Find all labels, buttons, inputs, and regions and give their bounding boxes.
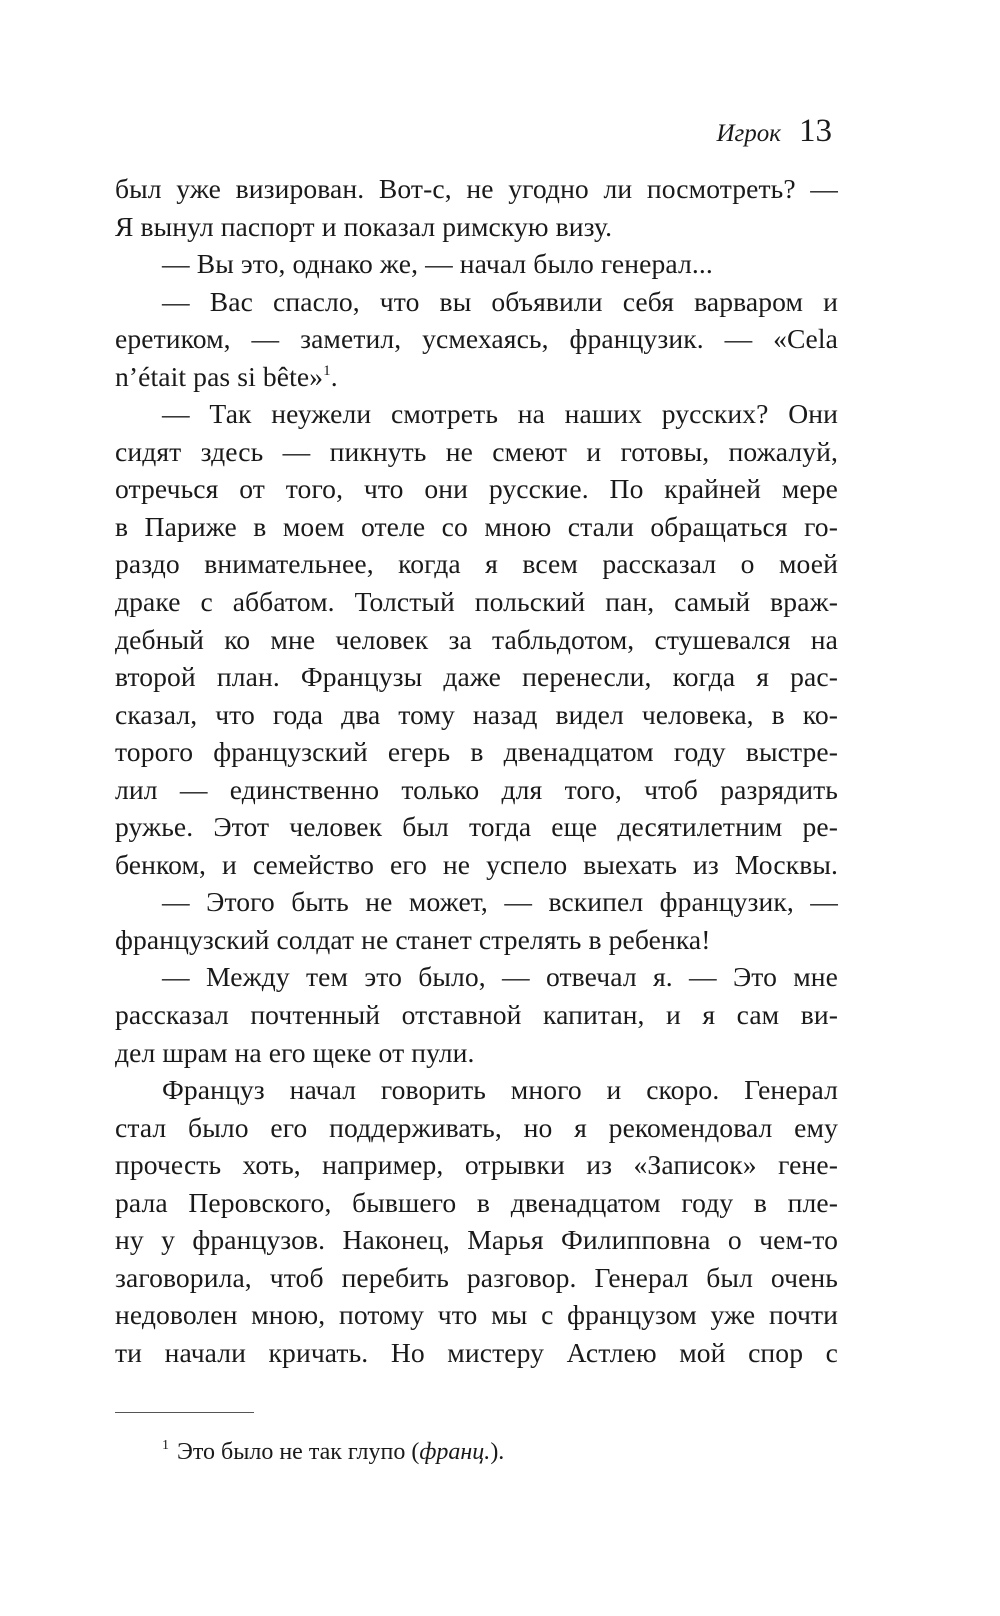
text-line <box>115 771 838 809</box>
footnote-abbreviation: франц. <box>419 1439 491 1465</box>
text-line-content: рала Перовского, бывшего в двенадцатом году в пле- <box>115 1186 838 1218</box>
text-line-content: — Вы это, однако же, — начал было генерал... <box>162 248 713 280</box>
text-line-content: стал было его поддерживать, но я рекомендовал ему <box>115 1111 838 1143</box>
text-line <box>115 996 838 1034</box>
text-line-content: французский солдат не станет стрелять в ребенка! <box>115 923 711 955</box>
text-line <box>115 958 838 996</box>
text-line-content: раздо внимательнее, когда я всем рассказал о моей <box>115 548 838 580</box>
text-line <box>115 1071 838 1109</box>
text-line <box>115 1334 838 1372</box>
text-line <box>115 245 838 283</box>
running-title: Игрок <box>716 120 781 147</box>
text-line <box>115 1184 838 1222</box>
text-line-content: недоволен мною, потому что мы с французом уже почти <box>115 1299 838 1331</box>
text-line <box>115 545 838 583</box>
text-line-content: второй план. Французы даже перенесли, когда я рас- <box>115 661 838 693</box>
text-line-content: заговорила, чтоб перебить разговор. Генерал был очень <box>115 1261 838 1293</box>
text-line-content: — Вас спасло, что вы объявили себя варваром и <box>162 285 838 317</box>
text-line-content: еретиком, — заметил, усмехаясь, французик. — «Cela <box>115 323 838 355</box>
text-line-content: Я вынул паспорт и показал римскую визу. <box>115 210 613 242</box>
text-line-content: в Париже в моем отеле со мною стали обращаться го- <box>115 510 838 542</box>
text-line <box>115 358 838 396</box>
text-line-content: бенком, и семейство его не успело выехать из Москвы. <box>115 848 838 880</box>
text-line <box>115 1259 838 1297</box>
text-line <box>115 621 838 659</box>
text-line <box>115 433 838 471</box>
text-line-content: дел шрам на его щеке от пули. <box>115 1036 475 1068</box>
text-line-content: сидят здесь — пикнуть не смеют и готовы, пожалуй, <box>115 435 838 467</box>
text-line-content: — Этого быть не может, — вскипел французик, — <box>162 886 838 918</box>
text-line <box>115 283 838 321</box>
text-line-content: лил — единственно только для того, чтоб разрядить <box>115 773 838 805</box>
text-line-content: рассказал почтенный отставной капитан, и я сам ви- <box>115 999 838 1031</box>
text-line <box>115 733 838 771</box>
text-line-content: ти начали кричать. Но мистеру Астлею мой спор с <box>115 1336 838 1368</box>
text-line <box>115 1221 838 1259</box>
text-line <box>115 1034 838 1072</box>
text-line-content: ружье. Этот человек был тогда еще десятилетним ре- <box>115 811 838 843</box>
text-line-content: торого французский егерь в двенадцатом году выстре- <box>115 736 838 768</box>
text-line-content: ну у французов. Наконец, Марья Филипповна о чем-то <box>115 1224 838 1256</box>
text-line <box>115 1296 838 1334</box>
footnote-text: Это было не так глупо ( <box>177 1439 420 1465</box>
text-line <box>115 470 838 508</box>
text-line-content: n’était pas si bête» <box>115 360 324 392</box>
text-line-content: дебный ко мне человек за табльдотом, стушевался на <box>115 623 838 655</box>
text-line <box>115 658 838 696</box>
text-line <box>115 583 838 621</box>
text-line-content: драке с аббатом. Толстый польский пан, самый враж- <box>115 586 838 618</box>
text-line <box>115 208 838 246</box>
body-text <box>115 170 838 1372</box>
footnote <box>162 1437 504 1467</box>
text-line-content: Француз начал говорить много и скоро. Генерал <box>162 1074 838 1106</box>
text-line <box>115 846 838 884</box>
text-line <box>115 170 838 208</box>
text-line-content: прочесть хоть, например, отрывки из «Записок» гене- <box>115 1149 838 1181</box>
footnote-reference: 1 <box>323 362 331 379</box>
text-line <box>115 1109 838 1147</box>
footnote-divider <box>115 1412 254 1413</box>
text-line <box>115 508 838 546</box>
text-line-content: — Между тем это было, — отвечал я. — Это мне <box>162 961 838 993</box>
text-line <box>115 1146 838 1184</box>
text-line <box>115 883 838 921</box>
text-line-content: сказал, что года два тому назад видел человека, в ко- <box>115 698 838 730</box>
footnote-marker: 1 <box>162 1438 169 1453</box>
footnote-text-end: ). <box>490 1439 505 1465</box>
running-head <box>716 113 832 150</box>
text-line-content: отречься от того, что они русские. По крайней мере <box>115 473 838 505</box>
text-line-content: был уже визирован. Вот-с, не угодно ли посмотреть? — <box>115 173 838 204</box>
text-line <box>115 808 838 846</box>
text-line <box>115 320 838 358</box>
text-line-content: — Так неужели смотреть на наших русских? Они <box>162 398 838 430</box>
text-line <box>115 921 838 959</box>
page-number: 13 <box>799 113 832 149</box>
text-line <box>115 395 838 433</box>
text-line <box>115 696 838 734</box>
text-line-tail: . <box>330 360 338 392</box>
